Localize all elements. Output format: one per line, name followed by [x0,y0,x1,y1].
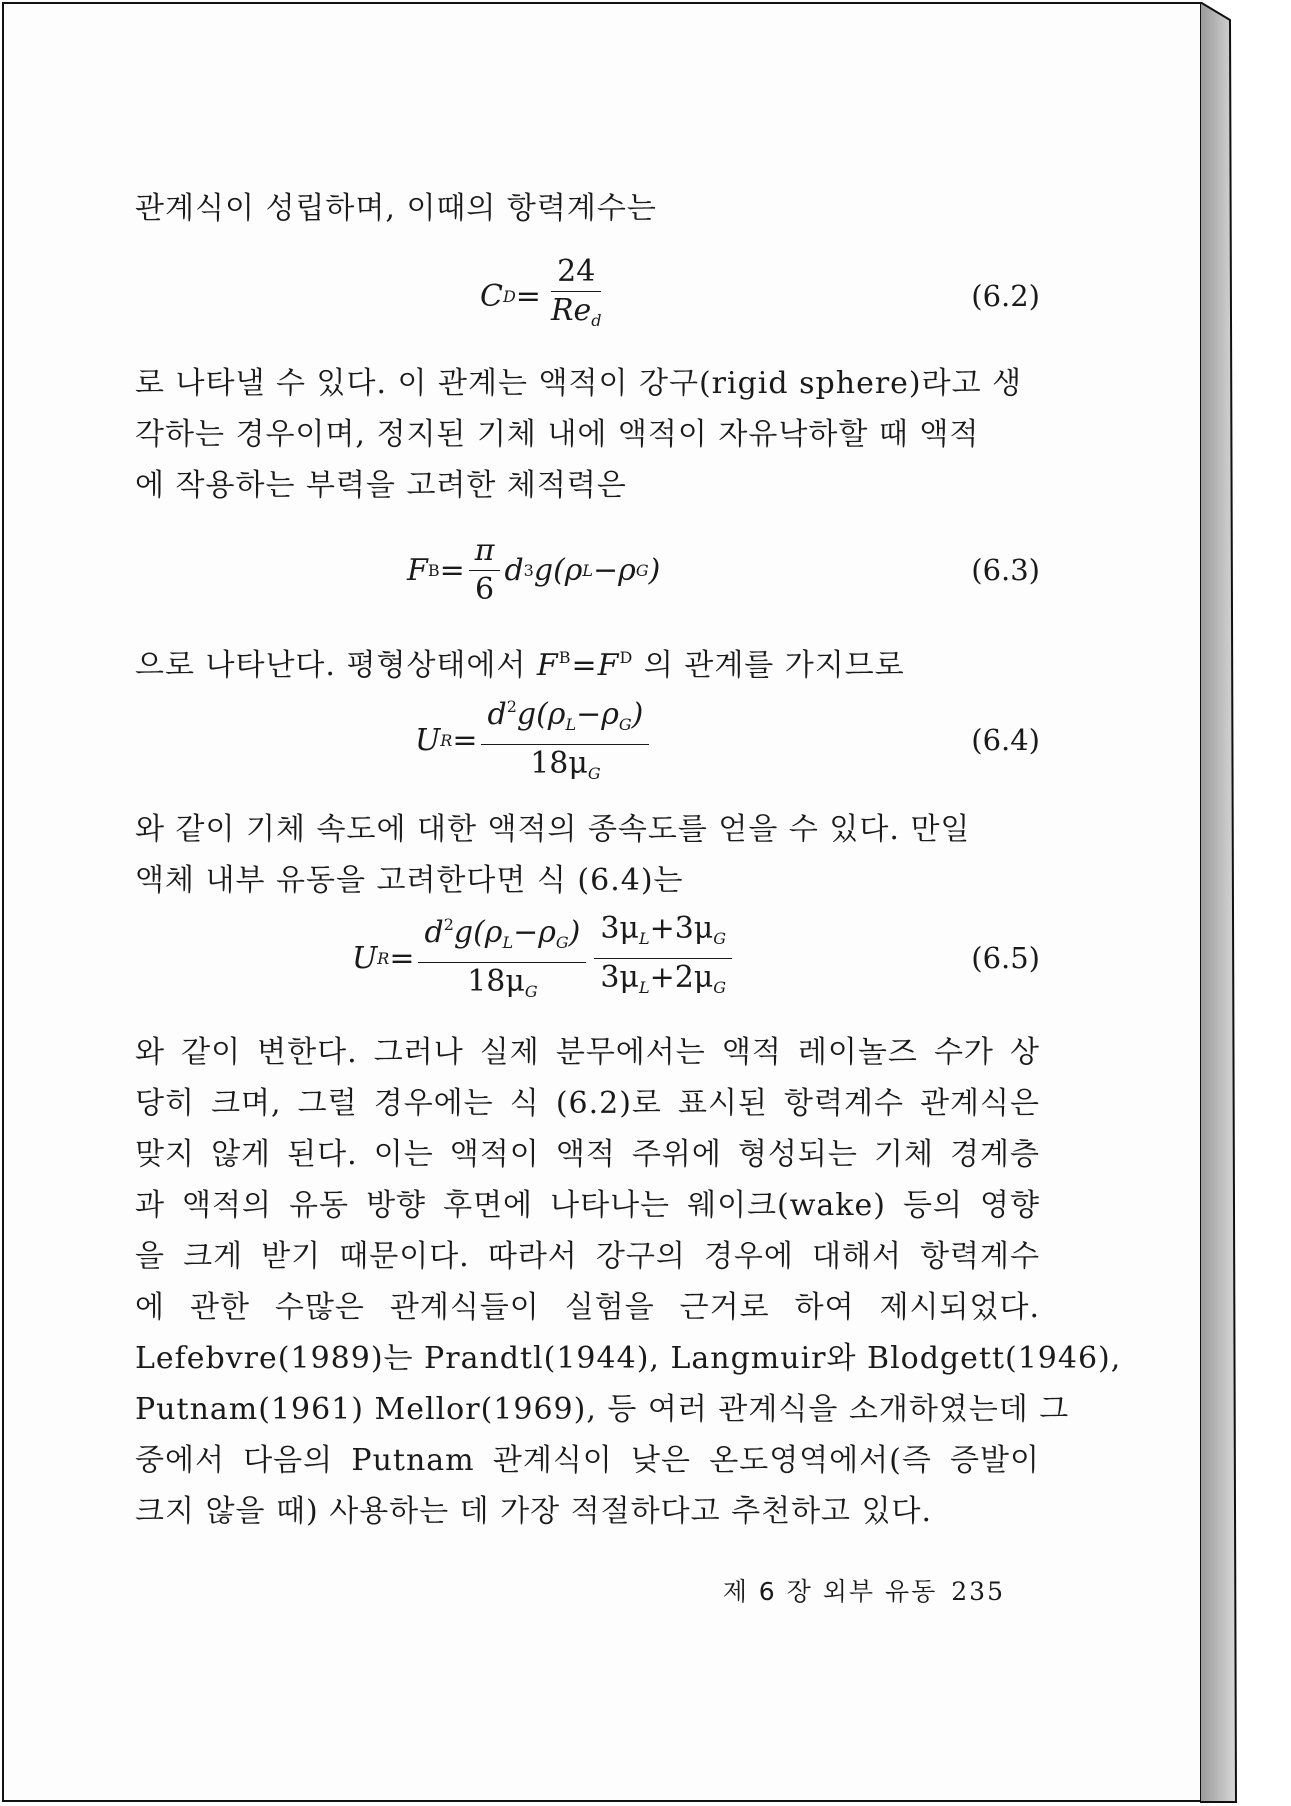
subscript-r: R [440,730,453,750]
text-line: 을 크게 받기 때문이다. 따라서 강구의 경우에 대해서 항력계수 [135,1239,1040,1274]
symbol-u: U [352,940,378,976]
text-line: 당히 크며, 그럴 경우에는 식 (6.2)로 표시된 항력계수 관계식은 [135,1086,1040,1121]
superscript-2: 2 [506,696,517,716]
denominator [594,959,732,1005]
equals-sign: = [515,278,541,314]
equation-6-4 [135,696,1040,783]
page-number: 235 [951,1577,1005,1606]
close-paren: ) [648,552,661,588]
formula-6-3 [407,530,660,610]
text-line: 와 같이 변한다. 그러나 실제 분무에서는 액적 레이놀즈 수가 상 [135,1035,1040,1070]
numerator [481,690,649,745]
equation-6-5 [135,910,1040,1001]
superscript-2: 2 [443,914,454,934]
fraction [545,255,608,338]
inline-equation [537,648,633,683]
chapter-title: 제 6 장 외부 유동 [722,1577,938,1606]
text-line: 크지 않을 때) 사용하는 데 가장 적절하다고 추천하고 있다. [135,1494,933,1529]
subscript-l: L [638,928,650,948]
text-line: 액체 내부 유동을 고려한다면 식 (6.4)는 [135,863,684,898]
text-line: 와 같이 기체 속도에 대한 액적의 종속도를 얻을 수 있다. 만일 [135,812,971,847]
term-plus-3mu: +3μ [649,910,714,946]
text-line: Putnam(1961) Mellor(1969), 등 여러 관계식을 소개하였는데 그 [135,1392,1070,1427]
term-g-rho: g(ρ [516,696,566,732]
superscript-3: 3 [523,560,534,580]
formula-6-5 [352,910,736,1001]
text-line: Lefebvre(1989)는 Prandtl(1944), Langmuir와 Blodgett(1946), [135,1341,1122,1376]
subscript-g: G [713,928,727,948]
text-line [135,632,1040,691]
symbol-u: U [415,722,441,758]
subscript-g: G [524,981,538,1001]
subscript-g: G [713,977,727,997]
text-line: 각하는 경우이며, 정지된 기체 내에 액적이 자유낙하할 때 액적 [135,417,980,452]
term-plus-2mu: +2μ [649,959,714,995]
numerator [594,912,732,959]
symbol-c: C [480,278,503,314]
subscript-g: G [618,714,632,734]
numerator: 24 [551,255,601,292]
fraction [469,534,501,607]
text-line: 에 작용하는 부력을 고려한 체적력은 [135,468,627,503]
text-line: 과 액적의 유동 방향 후면에 나타나는 웨이크(wake) 등의 영향 [135,1188,1040,1223]
subscript-l: L [638,977,650,997]
subscript-l: L [565,714,577,734]
term-18-mu: 18μ [467,963,525,999]
superscript-d: D [619,648,634,667]
numerator [418,908,586,963]
term-g-rho: g(ρ [533,552,583,588]
subscript-d: D [502,286,516,306]
paragraph-5 [135,1027,1122,1537]
subscript-d: d [591,310,602,330]
page-footer [723,1572,1005,1608]
text-line: 에 관한 수많은 관계식들이 실험을 근거로 하여 제시되었다. [135,1290,1040,1325]
equation-number: (6.4) [971,723,1040,757]
equals-f: =F [571,648,620,683]
subscript-g: G [635,560,649,580]
equation-number: (6.3) [971,553,1040,587]
equation-6-3 [135,530,1040,610]
formula-6-4 [415,696,653,783]
symbol-re: Re [550,292,592,328]
text-line: 중에서 다음의 Putnam 관계식이 낮은 온도영역에서(즉 증발이 [135,1443,1040,1478]
text-line: 로 나타낼 수 있다. 이 관계는 액적이 강구(rigid sphere)라고 생 [135,366,1023,401]
equals-sign: = [389,940,415,976]
term-g-rho: g(ρ [453,914,503,950]
text-line: 맞지 않게 된다. 이는 액적이 액적 주위에 형성되는 기체 경계층 [135,1137,1040,1172]
term-minus-rho: −ρ [513,914,556,950]
fraction-2 [594,912,732,1005]
equation-6-2 [135,253,1040,336]
fraction-1 [418,908,586,1009]
paragraph-1 [135,183,1040,234]
symbol-d: d [424,914,444,950]
fraction [481,690,649,791]
term-minus-rho: −ρ [576,696,619,732]
denominator [524,745,606,791]
numerator: π [469,534,501,571]
text-segment: 으로 나타난다. 평형상태에서 [135,648,537,683]
subscript-r: R [377,948,390,968]
symbol-f: F [407,552,428,588]
denominator: 6 [475,571,495,607]
denominator [545,292,608,338]
subscript-g: G [587,763,601,783]
term-minus-rho: −ρ [593,552,636,588]
paragraph-3 [135,632,1040,691]
denominator [461,963,543,1009]
paragraph-4 [135,804,1040,906]
close-paren: ) [568,914,581,950]
page-edge-3d [1200,2,1290,1804]
equals-sign: = [439,552,465,588]
subscript-l: L [502,932,514,952]
symbol-d: d [504,552,524,588]
text-line: 관계식이 성립하며, 이때의 항력계수는 [135,191,657,226]
equation-number: (6.5) [971,941,1040,975]
superscript-b: B [558,648,572,667]
symbol-f: F [536,648,559,683]
subscript-l: L [582,560,594,580]
paragraph-2 [135,358,1040,511]
term-3mu: 3μ [600,910,639,946]
term-3mu: 3μ [600,959,639,995]
superscript-b: B [427,560,440,580]
symbol-d: d [487,696,507,732]
subscript-g: G [555,932,569,952]
formula-6-2 [480,253,612,336]
equation-number: (6.2) [971,279,1040,313]
term-18-mu: 18μ [530,745,588,781]
close-paren: ) [631,696,644,732]
equals-sign: = [452,722,478,758]
text-segment: 의 관계를 가지므로 [633,648,905,683]
